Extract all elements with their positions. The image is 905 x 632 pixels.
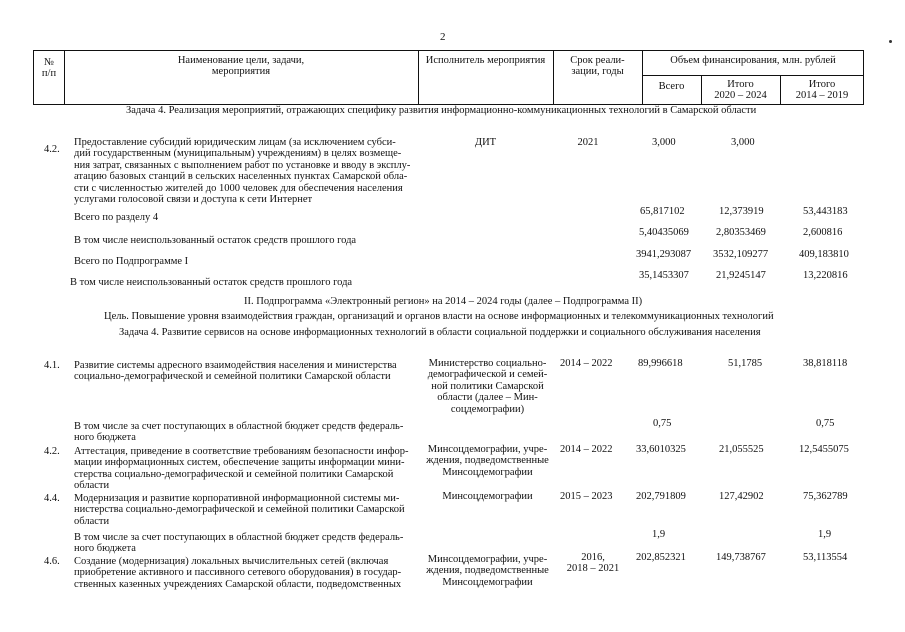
header-financing: Объем финансирования, млн. рублей — [670, 55, 836, 66]
row-description: В том числе за счет поступающих в областной бюджет средств федераль- ного бюджета — [74, 532, 404, 555]
row-number: 4.2. — [44, 144, 60, 155]
sum-total-2020: 12,373919 — [719, 206, 764, 217]
sum-total-2014: 409,183810 — [799, 249, 849, 260]
goal-heading: Цель. Повышение уровня взаимодействия граждан, организаций и органов власти на основе информационных и телекоммуникационных технологий — [104, 311, 774, 322]
row-total-2014: 38,818118 — [803, 358, 848, 369]
sum-total-2014: 53,443183 — [803, 206, 848, 217]
row-total-2020: 3,000 — [731, 137, 755, 148]
sum-total: 35,1453307 — [639, 270, 689, 281]
row-total-2014: 1,9 — [818, 529, 832, 540]
row-total: 202,791809 — [636, 491, 686, 502]
row-term: 2014 – 2022 — [560, 444, 613, 455]
row-total: 89,996618 — [638, 358, 683, 369]
sum-total-2014: 2,600816 — [803, 227, 843, 238]
row-number: 4.2. — [44, 446, 60, 457]
row-total: 0,75 — [653, 418, 672, 429]
header-total-2014: Итого 2014 – 2019 — [795, 79, 849, 101]
row-executor: Минсоцдемографии, учре- ждения, подведомственные Минсоцдемографии — [426, 554, 549, 588]
row-description: Развитие системы адресного взаимодействия населения и министерства социально-демографической и семейной политики Самарской области — [74, 360, 397, 383]
sum-total: 65,817102 — [640, 206, 685, 217]
row-description: Аттестация, приведение в соответствие требованиям безопасности инфор- мации информационных систем, обеспечение защиты информации мини- стерства социально-демографической и семейной политики Самарской области — [74, 446, 409, 492]
row-total-2014: 0,75 — [816, 418, 835, 429]
row-total-2020: 51,1785 — [728, 358, 763, 369]
header-top-border — [33, 50, 864, 51]
header-term: Срок реали- зации, годы — [570, 55, 625, 77]
row-description: Предоставление субсидий юридическим лицам (за исключением субси- дий государственным (муниципальным) учреждениям) в целях возмеще- ния затрат, связанных с выполнением работ по установке и вводу в эксплу- атацию базовых станций в сельских населенных пунктах Самарской обла- сти с численностью жителей до 1000 человек для обеспечения населения услугами голосовой связи и доступа к сети Интернет — [74, 137, 411, 206]
row-total-2014: 12,5455075 — [799, 444, 849, 455]
task4b-heading: Задача 4. Развитие сервисов на основе информационных технологий в области социальной поддержки и социального обслуживания населения — [119, 327, 761, 338]
row-executor: ДИТ — [474, 137, 497, 148]
row-term: 2016, 2018 – 2021 — [566, 552, 620, 575]
sum-total-2014: 13,220816 — [803, 270, 848, 281]
sum-total-2020: 21,9245147 — [716, 270, 766, 281]
row-term: 2015 – 2023 — [560, 491, 613, 502]
sum-total-2020: 3532,109277 — [713, 249, 769, 260]
speck — [889, 40, 892, 43]
sum-label: В том числе неиспользованный остаток средств прошлого года — [70, 277, 353, 288]
row-total: 1,9 — [652, 529, 666, 540]
row-description: Создание (модернизация) локальных вычислительных сетей (включая приобретение активного и пассивного сетевого оборудования) в государ- ственных казенных учреждениях Самарской области, подведомственных — [74, 556, 402, 590]
row-total: 3,000 — [652, 137, 676, 148]
task4-heading: Задача 4. Реализация мероприятий, отражающих специфику развития информационно-коммуникационных технологий в Самарской области — [126, 105, 757, 116]
header-num: № п/п — [41, 57, 57, 79]
row-total: 202,852321 — [636, 552, 686, 563]
sum-label: В том числе неиспользованный остаток средств прошлого года — [74, 235, 357, 246]
header-total: Всего — [658, 81, 685, 92]
header-total-2020: Итого 2020 – 2024 — [714, 79, 767, 101]
sum-label: Всего по разделу 4 — [74, 212, 159, 223]
row-executor: Минсоцдемографии — [442, 491, 533, 502]
row-executor: Министерство социально- демографической и семей- ной политики Самарской области (далее – Мин- соцдемографии) — [427, 358, 548, 415]
subprogram-heading: II. Подпрограмма «Электронный регион» на 2014 – 2024 годы (далее – Подпрограмма II) — [244, 296, 643, 307]
sum-label: Всего по Подпрограмме I — [74, 256, 189, 267]
row-total-2020: 21,055525 — [719, 444, 764, 455]
sum-total-2020: 2,80353469 — [716, 227, 766, 238]
header-executor: Исполнитель мероприятия — [425, 55, 546, 66]
sum-total: 5,40435069 — [639, 227, 689, 238]
row-total-2020: 127,42902 — [719, 491, 764, 502]
row-total: 33,6010325 — [636, 444, 686, 455]
row-term: 2014 – 2022 — [560, 358, 613, 369]
row-term: 2021 — [577, 137, 599, 148]
page-number: 2 — [440, 31, 446, 43]
row-total-2014: 53,113554 — [803, 552, 848, 563]
row-description: В том числе за счет поступающих в областной бюджет средств федераль- ного бюджета — [74, 421, 404, 444]
row-description: Модернизация и развитие корпоративной информационной системы ми- нистерства социально-демографической и семейной политики Самарской области — [74, 493, 405, 527]
row-executor: Минсоцдемографии, учре- ждения, подведомственные Минсоцдемографии — [426, 444, 549, 478]
header-name: Наименование цели, задачи, мероприятия — [177, 55, 305, 77]
sum-total: 3941,293087 — [636, 249, 692, 260]
row-number: 4.4. — [44, 493, 60, 504]
header-sub-border — [642, 75, 864, 76]
row-total-2020: 149,738767 — [716, 552, 766, 563]
row-number: 4.1. — [44, 360, 60, 371]
row-number: 4.6. — [44, 556, 60, 567]
row-total-2014: 75,362789 — [803, 491, 848, 502]
